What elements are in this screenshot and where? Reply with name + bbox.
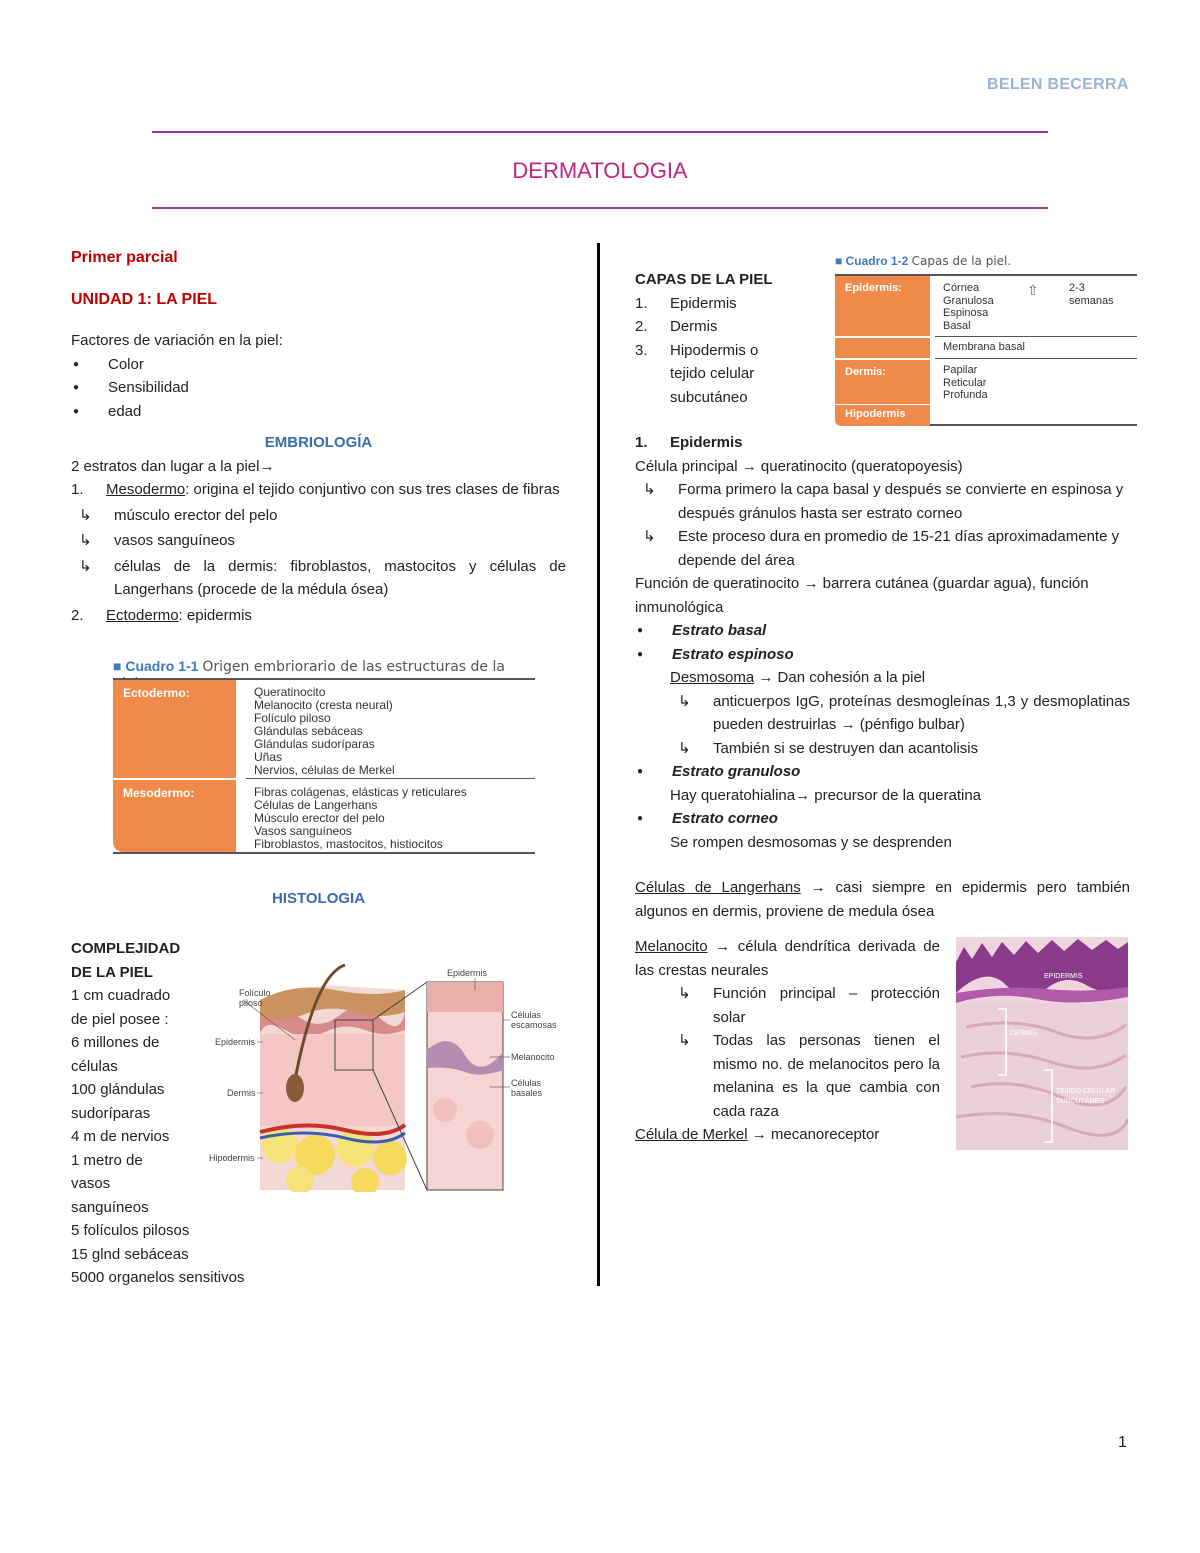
cuadro1-divider <box>246 778 535 779</box>
list-item: 3. Hipodermis o tejido celular subcutáneo <box>635 341 759 406</box>
complejidad-line: 5 folículos pilosos <box>71 1222 190 1239</box>
capas-block <box>635 268 825 409</box>
capas-heading: CAPAS DE LA PIEL <box>635 271 773 288</box>
corneo-text: Se rompen desmosomas y se desprenden <box>670 833 952 851</box>
list-item: ● Sensibilidad <box>73 379 189 396</box>
cuadro2-dermis-label: Dermis: <box>835 360 930 404</box>
cuadro2-bottom-rule <box>930 424 1137 426</box>
up-arrow-icon: ⇧ <box>1027 282 1039 298</box>
list-item: ● Estrato granuloso <box>637 763 801 780</box>
cuadro1-table <box>113 678 535 854</box>
foliculo-label: Folículo piloso <box>239 988 271 1008</box>
celula-principal: Célula principal → queratinocito (queratopoyesis) <box>635 457 963 475</box>
cuadro1-meso-label: Mesodermo: <box>113 780 236 852</box>
complejidad-line: 1 metro de <box>71 1151 143 1169</box>
list-item: ↳ Función principal – protección solar <box>678 985 940 1026</box>
embriologia-heading: EMBRIOLOGÍA <box>264 434 373 451</box>
list-item: ↳ músculo erector del pelo <box>79 506 278 524</box>
ectodermo-term: Ectodermo <box>106 606 179 624</box>
list-item: ↳ También si se destruyen dan acantolisis <box>678 739 979 757</box>
epidermis-label: Epidermis <box>215 1037 256 1047</box>
basales-label: Células basales <box>511 1078 543 1098</box>
complejidad-line: células <box>71 1057 118 1075</box>
epidermis-top-label: Epidermis <box>447 968 488 978</box>
factores-intro: Factores de variación en la piel: <box>71 332 283 349</box>
cuadro2-epidermis-label: Epidermis: <box>835 276 930 336</box>
document-title: DERMATOLOGIA <box>512 158 688 183</box>
cuadro2-epidermis-items: Córnea Granulosa Espinosa Basal <box>943 282 994 332</box>
micrograph-svg <box>956 937 1128 1150</box>
unidad-heading: UNIDAD 1: LA PIEL <box>71 290 218 308</box>
melanocito-block <box>635 935 940 1147</box>
list-item: 2. Dermis <box>635 318 718 335</box>
list-item: ↳ vasos sanguíneos <box>79 532 235 549</box>
list-item: ● Color <box>73 355 144 373</box>
complejidad-line: vasos <box>71 1175 111 1192</box>
cuadro2-dermis-items: Papilar Reticular Profunda <box>943 364 988 401</box>
cuadro2-divider <box>935 336 1137 337</box>
hipodermis-label: Hipodermis <box>209 1153 255 1163</box>
melanocito-line: Melanocito → célula dendrítica derivada de las crestas neurales <box>635 938 940 979</box>
cuadro2-caption: ■ Cuadro 1-2 Capas de la piel. <box>835 254 1012 268</box>
micro-dermis-label: DERMIS <box>1010 1030 1038 1037</box>
epidermis-block <box>635 431 1130 923</box>
list-item: ● Estrato corneo <box>637 810 778 827</box>
cuadro2-weeks: 2-3 semanas <box>1069 282 1114 307</box>
left-column <box>71 246 566 627</box>
micro-epidermis-label: EPIDERMIS <box>1044 973 1083 980</box>
author-name: BELEN BECERRA <box>987 76 1129 93</box>
merkel-line: Célula de Merkel → mecanoreceptor <box>635 1126 880 1143</box>
complejidad-heading: COMPLEJIDAD <box>71 940 181 957</box>
skin-layers-illustration <box>205 960 565 1192</box>
list-item: 1. Mesodermo: origina el tejido conjuntivo con sus tres clases de fibras <box>71 481 560 498</box>
mesodermo-term: Mesodermo <box>106 481 186 498</box>
title-rule-top <box>152 131 1048 133</box>
langerhans-line: Células de Langerhans → casi siempre en epidermis pero también algunos en dermis, proviene de medula ósea <box>635 879 1131 920</box>
dermis-label: Dermis <box>227 1088 256 1098</box>
complejidad-heading-2: DE LA PIEL <box>71 963 153 981</box>
list-item: ● Estrato basal <box>637 622 767 639</box>
complejidad-line: 1 cm cuadrado <box>71 987 171 1004</box>
granuloso-text: Hay queratohialina→ precursor de la queratina <box>670 786 982 804</box>
page-number: 1 <box>1118 1434 1127 1451</box>
cuadro2-hipodermis-label: Hipodermis <box>835 405 930 426</box>
title-rule-bottom <box>152 207 1048 209</box>
cuadro1-meso-items: Fibras colágenas, elásticas y reticulares Células de Langerhans Músculo erector del pelo Vasos sanguíneos Fibroblastos, mastocitos, histiocitos <box>254 785 467 851</box>
micro-tejido-label: TEJIDO CELULAR SUBCUTÁNEO <box>1056 1088 1116 1105</box>
list-item: ↳ anticuerpos IgG, proteínas desmogleínas 1,3 y desmoplatinas pueden destruirlas → (pénfigo bulbar) <box>678 692 1130 733</box>
complejidad-line: 15 glnd sebáceas <box>71 1245 189 1263</box>
cuadro1-bottom-rule <box>113 852 535 854</box>
complejidad-line: 4 m de nervios <box>71 1128 170 1145</box>
histologia-heading: HISTOLOGIA <box>271 890 366 907</box>
complejidad-line: 5000 organelos sensitivos <box>71 1269 245 1286</box>
histology-micrograph <box>956 937 1128 1150</box>
parcial-heading: Primer parcial <box>71 249 178 266</box>
complejidad-line: sudoríparas <box>71 1104 151 1122</box>
complejidad-line: de piel posee : <box>71 1010 169 1028</box>
cuadro2-divider-2 <box>935 358 1137 359</box>
escamosas-label: Células escamosas <box>511 1010 557 1030</box>
list-item: 1. Epidermis <box>635 294 737 312</box>
cuadro1-caption: ■ Cuadro 1-1 Origen embriorario de las estructuras de la <box>113 658 505 675</box>
epidermis-heading: 1. Epidermis <box>635 434 743 451</box>
funcion-queratinocito: Función de queratinocito → barrera cutánea (guardar agua), función inmunológica <box>635 575 1089 616</box>
complejidad-line: sanguíneos <box>71 1198 149 1216</box>
list-item: ↳ Todas las personas tienen el mismo no. de melanocitos pero la melanina es la que cambia con cada raza <box>678 1032 940 1120</box>
cuadro2-table <box>835 274 1137 426</box>
list-item: ↳ células de la dermis: fibroblastos, mastocitos y células de Langerhans (procede de la médula ósea) <box>79 557 566 598</box>
cuadro1-ecto-items: Queratinocito Melanocito (cresta neural) Folículo piloso Glándulas sebáceas Glándulas sudoríparas Uñas Nervios, células de Merkel <box>254 685 395 777</box>
embrio-intro: 2 estratos dan lugar a la piel→ <box>71 457 275 475</box>
list-item: ↳ Forma primero la capa basal y después se convierte en espinosa y después gránulos hasta ser estrato corneo <box>643 481 1124 522</box>
list-item: 2. Ectodermo: epidermis <box>71 606 252 624</box>
cuadro2-membrana-band <box>835 338 930 358</box>
melanocito-label: Melanocito <box>511 1052 555 1062</box>
column-divider <box>597 243 600 1286</box>
complejidad-line: 6 millones de <box>71 1034 160 1051</box>
complejidad-line: 100 glándulas <box>71 1081 165 1098</box>
list-item: ↳ Este proceso dura en promedio de 15-21 días aproximadamente y depende del área <box>643 528 1120 569</box>
cuadro2-membrana: Membrana basal <box>943 341 1025 353</box>
list-item: ● edad <box>73 402 142 420</box>
list-item: ● Estrato espinoso <box>637 645 794 663</box>
desmosoma-line: Desmosoma → Dan cohesión a la piel <box>670 669 926 686</box>
cuadro1-ecto-label: Ectodermo: <box>113 680 236 778</box>
